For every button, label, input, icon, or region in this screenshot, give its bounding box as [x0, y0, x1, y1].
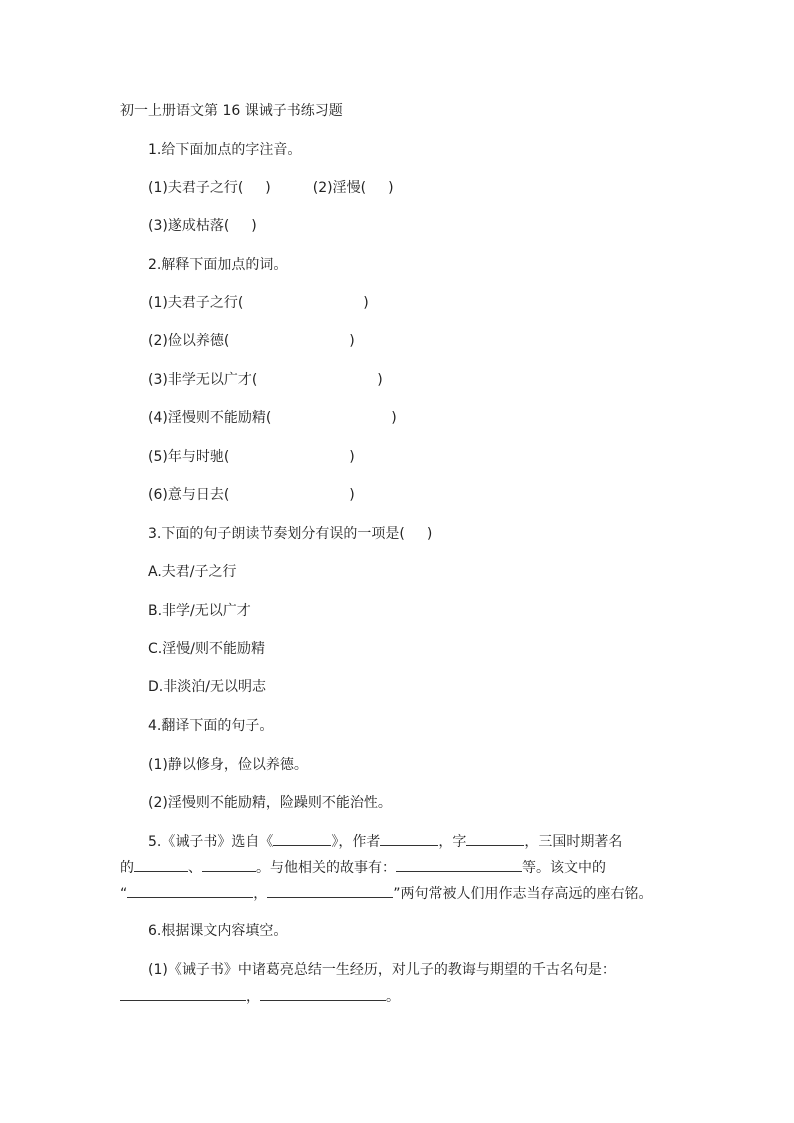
q4-item-2: (2)淫慢则不能励精，险躁则不能治性。	[148, 795, 392, 811]
q3-option-c: C.淫慢/则不能励精	[148, 641, 265, 657]
q2-heading: 2.解释下面加点的词。	[148, 257, 288, 273]
q1-item-1: (1)夫君子之行(	[148, 180, 244, 196]
q5-blank-8	[267, 883, 393, 898]
q1-heading: 1.给下面加点的字注音。	[148, 142, 302, 158]
q5-blank-7	[127, 883, 253, 898]
q3-option-a: A.夫君/子之行	[148, 564, 237, 580]
q1-row-2: (3)遂成枯落( )	[148, 218, 257, 234]
q6-item-1-blanks: ， 。	[120, 986, 400, 1007]
q1-row-1: (1)夫君子之行( ) (2)淫慢( )	[148, 180, 394, 196]
q2-item-4: (4)淫慢则不能励精( )	[148, 410, 397, 426]
q1-item-3: (3)遂成枯落(	[148, 218, 230, 234]
q5-line-3: “ ， ”两句常被人们用作志当存高远的座右铭。	[120, 883, 653, 904]
q6-blank-1	[120, 986, 246, 1001]
q6-blank-2	[260, 986, 386, 1001]
q2-item-2: (2)俭以养德( )	[148, 333, 355, 349]
q5-blank-4	[134, 857, 188, 872]
q1-item-2: (2)淫慢(	[312, 180, 367, 196]
q5-line-2: 的 、 。与他相关的故事有： 等。该文中的	[120, 857, 606, 878]
q3-heading: 3.下面的句子朗读节奏划分有误的一项是( )	[148, 526, 433, 542]
q5-blank-5	[202, 857, 256, 872]
page-title: 初一上册语文第 16 课诫子书练习题	[120, 103, 343, 119]
q2-item-5: (5)年与时驰( )	[148, 449, 355, 465]
q2-item-1: (1)夫君子之行( )	[148, 295, 369, 311]
q3-option-b: B.非学/无以广才	[148, 603, 251, 619]
q4-heading: 4.翻译下面的句子。	[148, 718, 274, 734]
q2-item-6: (6)意与日去( )	[148, 487, 355, 503]
q6-heading: 6.根据课文内容填空。	[148, 923, 288, 939]
q2-item-3: (3)非学无以广才( )	[148, 372, 383, 388]
q5-blank-1	[273, 831, 331, 846]
q5-blank-3	[466, 831, 524, 846]
q5-blank-6	[396, 857, 522, 872]
q5-blank-2	[380, 831, 438, 846]
q3-option-d: D.非淡泊/无以明志	[148, 679, 266, 695]
q4-item-1: (1)静以修身，俭以养德。	[148, 757, 308, 773]
q6-item-1: (1)《诫子书》中诸葛亮总结一生经历，对儿子的教诲与期望的千古名句是：	[148, 962, 616, 978]
q5-line-1: 5.《诫子书》选自《 》，作者 ，字 ，三国时期著名	[148, 831, 622, 852]
